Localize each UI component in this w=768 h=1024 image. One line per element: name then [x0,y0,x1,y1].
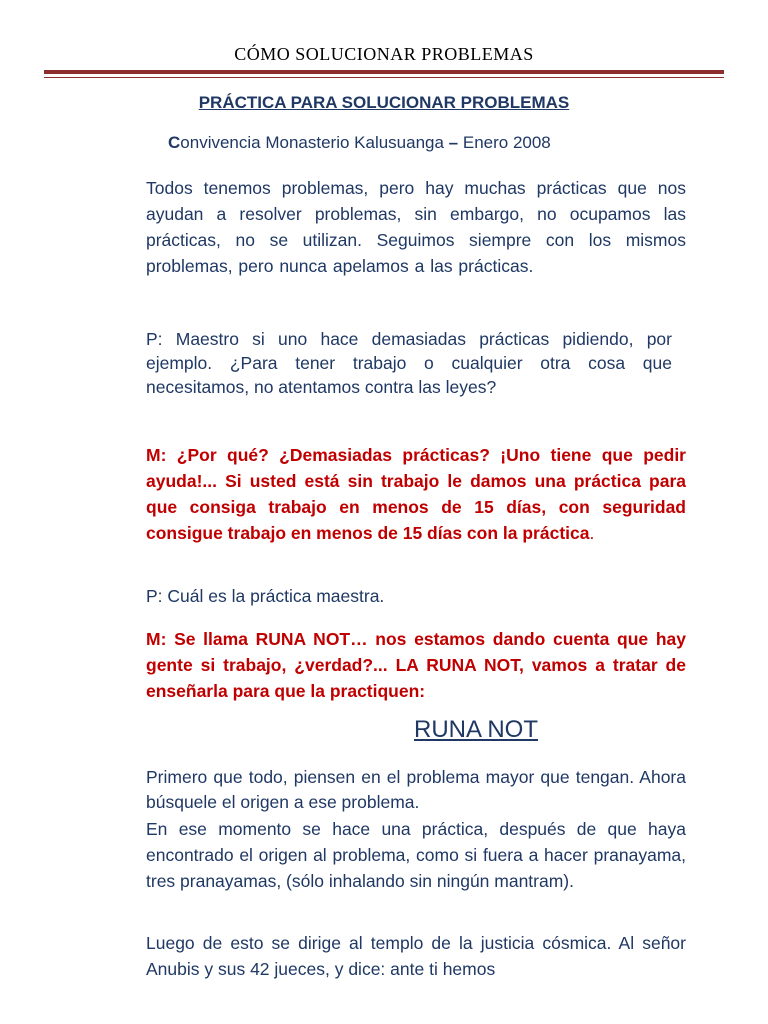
paragraph-intro: Todos tenemos problemas, pero hay muchas prácticas que nos ayudan a resolver problemas, sin embargo, no ocupamos las prácticas, no se utilizan. Seguimos siempre con los mismos problemas, pero nunca apelamos a las prácticas. [146,178,686,276]
paragraph-question-1: P: Maestro si uno hace demasiadas prácticas pidiendo, por ejemplo. ¿Para tener trabajo o cualquier otra cosa que necesitamos, no atentamos contra las leyes? [146,329,672,397]
section-heading: RUNA NOT [414,716,539,743]
section-paragraph-1: Primero que todo, piensen en el problema mayor que tengan. Ahora búsquele el origen a ese problema. [146,767,686,812]
document-subtitle [168,133,551,153]
subtitle-initial: C [168,133,181,152]
paragraph-question-2: P: Cuál es la práctica maestra. [146,586,385,606]
running-header: CÓMO SOLUCIONAR PROBLEMAS [234,44,534,64]
subtitle-dash: – [443,133,463,152]
document-title: PRÁCTICA PARA SOLUCIONAR PROBLEMAS [198,93,570,112]
header-rule-thin [44,77,724,78]
subtitle-text: onvivencia Monasterio Kalusuanga [180,133,444,152]
paragraph-answer-1 [146,442,686,546]
answer-1-text: M: ¿Por qué? ¿Demasiadas prácticas? ¡Uno tiene que pedir ayuda!... Si usted está sin trabajo le damos una práctica para que consiga trabajo en menos de 15 días, con seguridad consigue trabajo en menos de 15 días con la práctica [146,445,686,543]
section-paragraph-2: En ese momento se hace una práctica, después de que haya encontrado el origen al problema, como si fuera a hacer pranayama, tres pranayamas, (sólo inhalando sin ningún mantram). [146,819,686,891]
answer-1-period: . [589,523,595,543]
header-rule-thick [44,70,724,74]
subtitle-date: Enero 2008 [462,133,551,152]
paragraph-answer-2: M: Se llama RUNA NOT… nos estamos dando cuenta que hay gente si trabajo, ¿verdad?... LA RUNA NOT, vamos a tratar de enseñarla para que la practiquen: [146,629,686,701]
section-paragraph-3: Luego de esto se dirige al templo de la justicia cósmica. Al señor Anubis y sus 42 jueces, y dice: ante ti hemos [146,933,686,979]
